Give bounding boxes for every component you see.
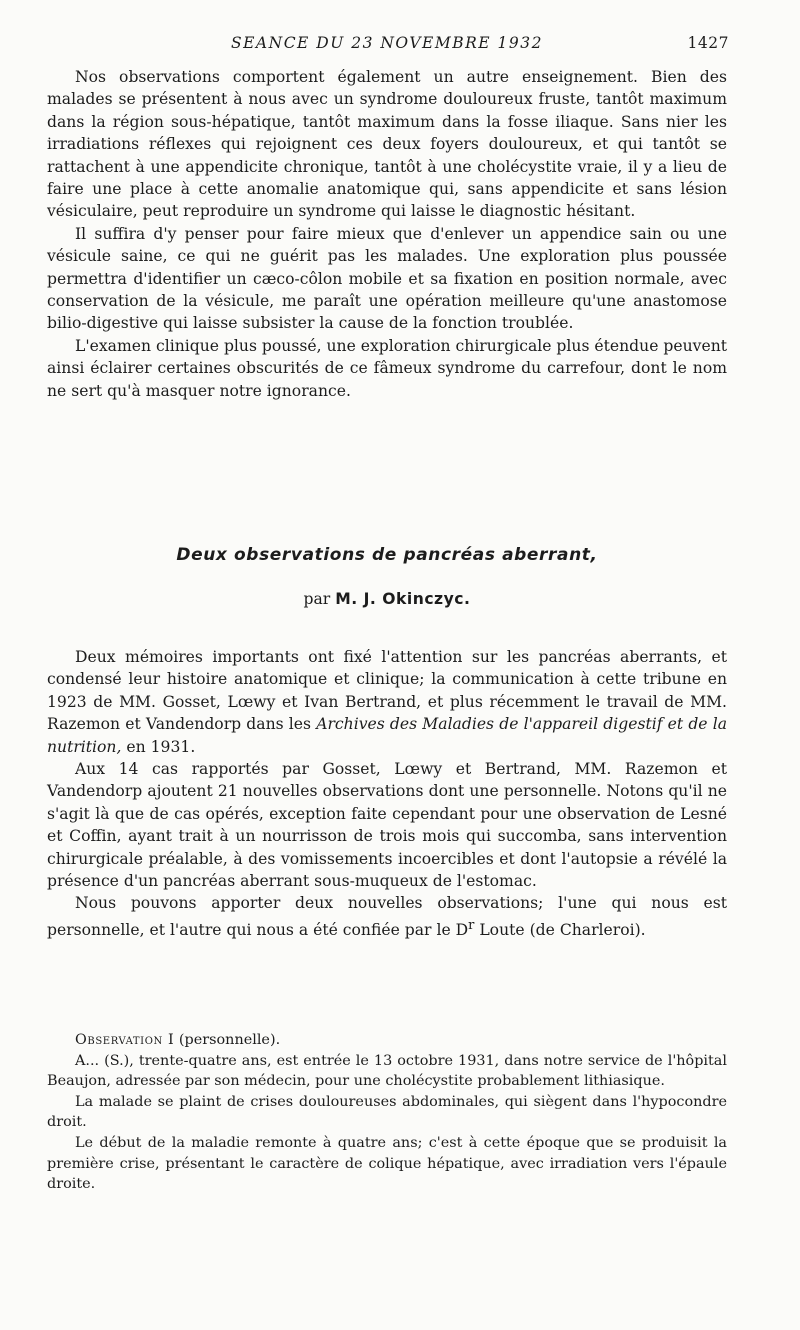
text: Deux mémoires importants ont fixé l'attention sur les pancréas aberrants, et condensé leur histoire anatomique et clinique; la communication à cette tribune en 1923 de MM. Gosset, Lœwy et Ivan Bertrand, et plus récemment le travail de MM. Razemon et Vandendorp dans les bbox=[47, 648, 727, 734]
article-title: Deux observations de pancréas aberrant, bbox=[176, 545, 598, 565]
observation-label: Observation I bbox=[75, 1032, 175, 1048]
observation-heading bbox=[47, 1030, 727, 1051]
author-name: M. J. Okinczyc. bbox=[335, 590, 471, 608]
running-header bbox=[47, 34, 727, 58]
paragraph bbox=[47, 892, 727, 941]
previous-article-conclusion bbox=[47, 66, 727, 402]
observation-note: (personnelle). bbox=[178, 1032, 281, 1048]
journal-title: Archives des Maladies de l'appareil digestif et de la nutrition, bbox=[47, 715, 727, 756]
header-title: SEANCE DU 23 NOVEMBRE 1932 bbox=[231, 34, 543, 52]
text: Loute (de Charleroi). bbox=[479, 921, 646, 940]
byline-prefix: par bbox=[303, 590, 331, 608]
page-number: 1427 bbox=[687, 34, 729, 52]
paragraph bbox=[47, 646, 727, 758]
paragraph: L'examen clinique plus poussé, une exploration chirurgicale plus étendue peuvent ainsi éclairer certaines obscurités de ce fâmeux syndrome du carrefour, dont le nom ne sert qu'à masquer notre ignorance. bbox=[47, 336, 727, 400]
text: en 1931. bbox=[126, 737, 196, 756]
paragraph: La malade se plaint de crises douloureuses abdominales, qui siègent dans l'hypocondre droit. bbox=[47, 1093, 727, 1131]
article-introduction bbox=[47, 646, 727, 941]
paragraph: Aux 14 cas rapportés par Gosset, Lœwy et Bertrand, MM. Razemon et Vandendorp ajoutent 21 nouvelles observations dont une personnelle. Notons qu'il ne s'agit là que de cas opérés, exception faite cependant pour une observation de Lesné et Coffin, ayant trait à un nourrisson de trois mois qui succomba, sans intervention chirurgicale préalable, à des vomissements incoercibles et dont l'autopsie a révélé la présence d'un pancréas aberrant sous-muqueux de l'estomac. bbox=[47, 760, 727, 891]
observation-section bbox=[47, 1030, 727, 1195]
paragraph: Il suffira d'y penser pour faire mieux que d'enlever un appendice sain ou une vésicule saine, ce qui ne guérit pas les malades. Une exploration plus poussée permettra d'identifier un cæco-côlon mobile et sa fixation en position normale, avec conservation de la vésicule, me paraît une opération meilleure qu'une anastomose bilio-digestive qui laisse subsister la cause de la fonction troublée. bbox=[47, 224, 727, 333]
paragraph: A... (S.), trente-quatre ans, est entrée le 13 octobre 1931, dans notre service de l'hôpital Beaujon, adressée par son médecin, pour une cholécystite probablement lithiasique. bbox=[47, 1052, 727, 1090]
paragraph: Nos observations comportent également un autre enseignement. Bien des malades se présentent à nous avec un syndrome douloureux fruste, tantôt maximum dans la région sous-hépatique, tantôt maximum dans la fosse iliaque. Sans nier les irradiations réflexes qui rejoignent ces deux foyers douloureux, et qui tantôt se rattachent à une appendicite chronique, tantôt à une cholécystite vraie, il y a lieu de faire une place à cette anomalie anatomique qui, sans appendicite et sans lésion vésiculaire, peut reproduire un syndrome qui laisse le diagnostic hésitant. bbox=[47, 68, 727, 221]
superscript: r bbox=[468, 917, 475, 933]
byline bbox=[47, 590, 727, 608]
text: Nous pouvons apporter deux nouvelles observations; l'une qui nous est personnelle, et l'autre qui nous a été confiée par le D bbox=[47, 894, 727, 940]
paragraph: Le début de la maladie remonte à quatre ans; c'est à cette époque que se produisit la première crise, présentant le caractère de colique hépatique, avec irradiation vers l'épaule droite. bbox=[47, 1134, 727, 1193]
